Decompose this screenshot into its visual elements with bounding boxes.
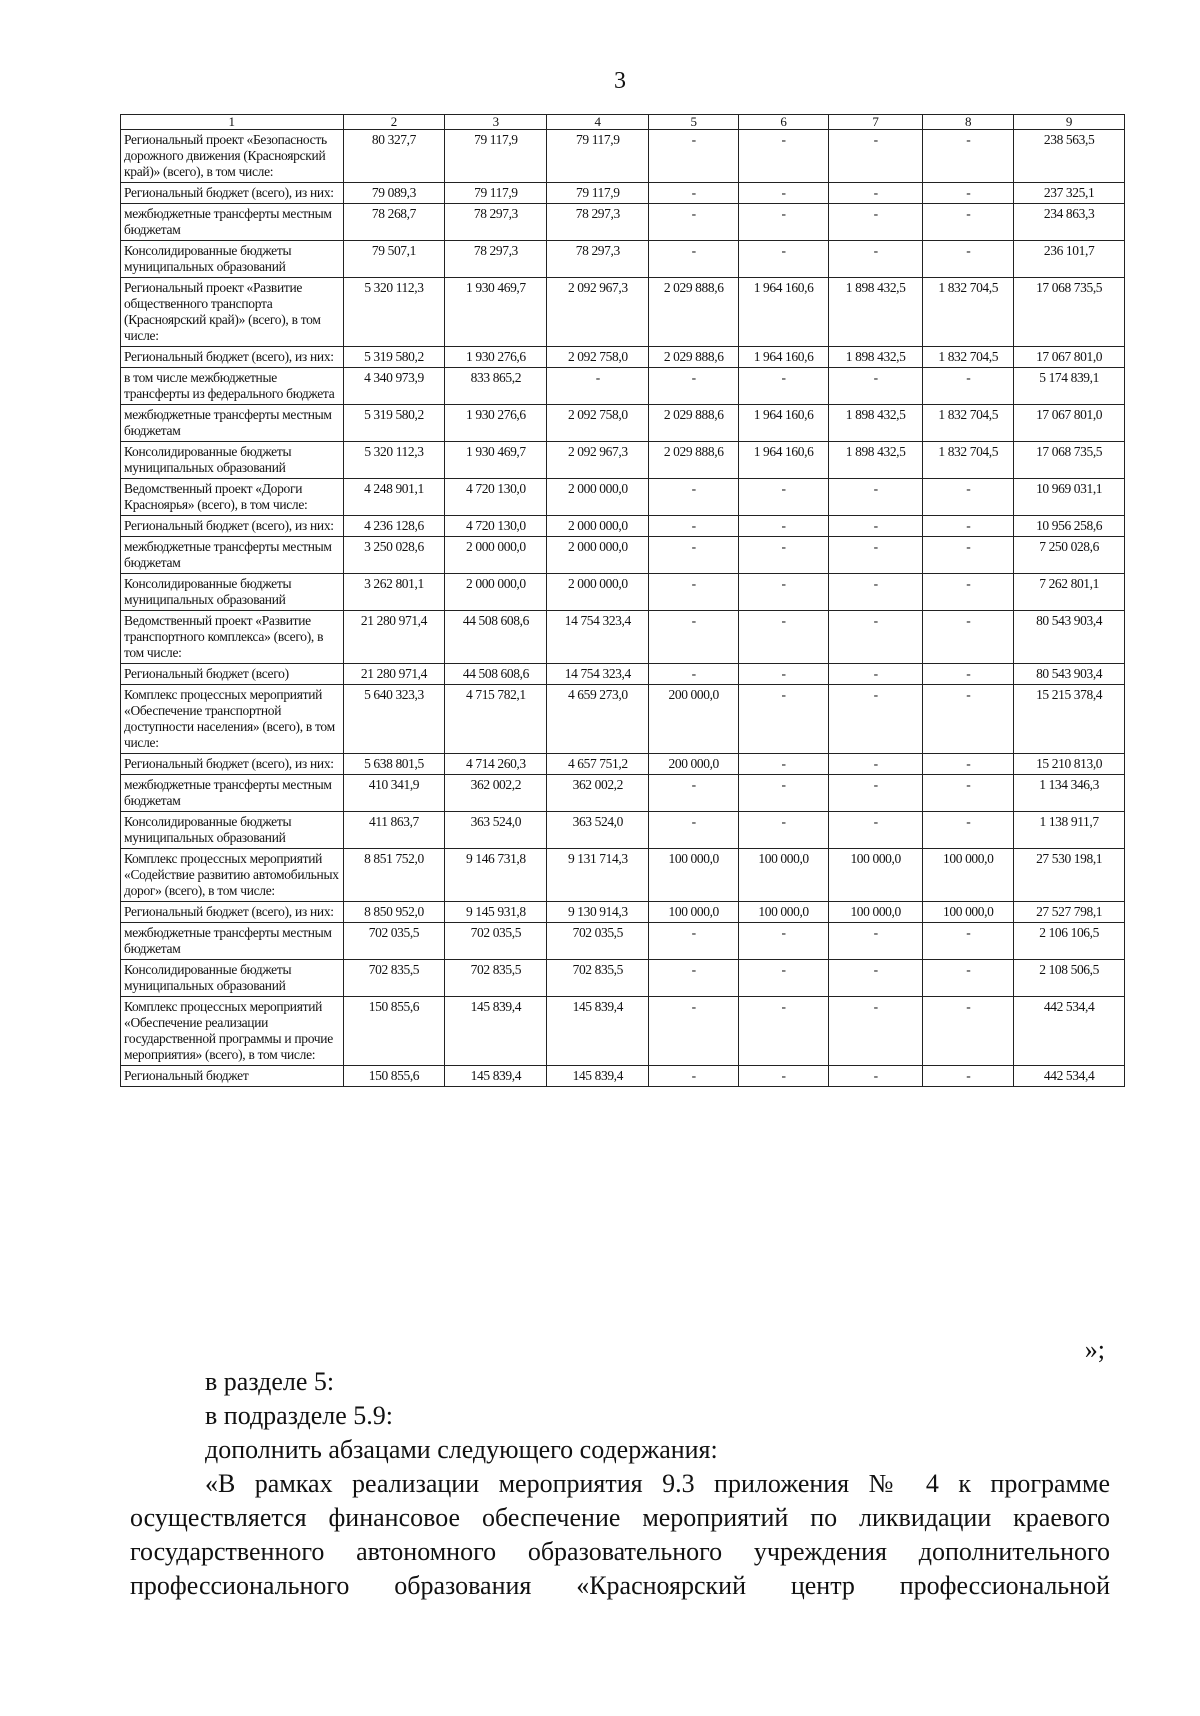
value-cell: 1 832 704,5 <box>923 442 1014 479</box>
value-cell: 1 930 276,6 <box>445 347 547 368</box>
value-cell: - <box>739 479 829 516</box>
row-total-cell: 27 527 798,1 <box>1014 902 1125 923</box>
value-cell: 411 863,7 <box>343 812 445 849</box>
value-cell: 1 964 160,6 <box>739 278 829 347</box>
column-header: 6 <box>739 115 829 130</box>
row-label: межбюджетные трансферты местным бюджетам <box>121 405 344 442</box>
value-cell: - <box>923 516 1014 537</box>
value-cell: - <box>923 812 1014 849</box>
value-cell: - <box>649 241 739 278</box>
value-cell: 145 839,4 <box>547 1066 649 1087</box>
value-cell: 1 930 276,6 <box>445 405 547 442</box>
value-cell: - <box>829 130 923 183</box>
value-cell: 1 898 432,5 <box>829 442 923 479</box>
row-total-cell: 2 108 506,5 <box>1014 960 1125 997</box>
value-cell: 1 964 160,6 <box>739 442 829 479</box>
row-total-cell: 17 067 801,0 <box>1014 405 1125 442</box>
value-cell: 9 131 714,3 <box>547 849 649 902</box>
value-cell: 1 832 704,5 <box>923 405 1014 442</box>
value-cell: 2 092 758,0 <box>547 347 649 368</box>
value-cell: 5 319 580,2 <box>343 405 445 442</box>
table-row <box>121 347 1125 368</box>
value-cell: - <box>739 923 829 960</box>
value-cell: - <box>923 685 1014 754</box>
value-cell: - <box>739 611 829 664</box>
value-cell: 200 000,0 <box>649 754 739 775</box>
value-cell: 78 297,3 <box>547 204 649 241</box>
table-row <box>121 537 1125 574</box>
row-label: Комплекс процессных мероприятий «Обеспечение реализации государственной программы и прочие мероприятия» (всего), в том числе: <box>121 997 344 1066</box>
value-cell: - <box>923 611 1014 664</box>
value-cell: 4 720 130,0 <box>445 479 547 516</box>
table-row <box>121 775 1125 812</box>
value-cell: 21 280 971,4 <box>343 611 445 664</box>
value-cell: 100 000,0 <box>829 902 923 923</box>
value-cell: 1 930 469,7 <box>445 442 547 479</box>
value-cell: 3 262 801,1 <box>343 574 445 611</box>
value-cell: - <box>649 204 739 241</box>
value-cell: - <box>923 754 1014 775</box>
row-total-cell: 442 534,4 <box>1014 997 1125 1066</box>
column-header: 2 <box>343 115 445 130</box>
value-cell: 5 320 112,3 <box>343 442 445 479</box>
value-cell: 14 754 323,4 <box>547 664 649 685</box>
value-cell: - <box>829 685 923 754</box>
value-cell: - <box>739 183 829 204</box>
row-total-cell: 17 067 801,0 <box>1014 347 1125 368</box>
row-total-cell: 442 534,4 <box>1014 1066 1125 1087</box>
value-cell: - <box>739 241 829 278</box>
value-cell: 2 000 000,0 <box>547 479 649 516</box>
row-total-cell: 10 969 031,1 <box>1014 479 1125 516</box>
table-row <box>121 241 1125 278</box>
value-cell: 79 117,9 <box>445 183 547 204</box>
row-total-cell: 80 543 903,4 <box>1014 664 1125 685</box>
value-cell: - <box>739 754 829 775</box>
value-cell: 150 855,6 <box>343 997 445 1066</box>
row-total-cell: 238 563,5 <box>1014 130 1125 183</box>
subsection-line: в подразделе 5.9: <box>205 1401 394 1430</box>
value-cell: 4 657 751,2 <box>547 754 649 775</box>
row-label: Региональный проект «Развитие общественного транспорта (Красноярский край)» (всего), в том числе: <box>121 278 344 347</box>
table-row <box>121 479 1125 516</box>
value-cell: 100 000,0 <box>739 849 829 902</box>
value-cell: - <box>923 960 1014 997</box>
value-cell: 363 524,0 <box>547 812 649 849</box>
value-cell: - <box>649 368 739 405</box>
value-cell: 145 839,4 <box>445 1066 547 1087</box>
row-total-cell: 7 250 028,6 <box>1014 537 1125 574</box>
value-cell: 5 320 112,3 <box>343 278 445 347</box>
budget-table <box>120 114 1125 1087</box>
row-label: межбюджетные трансферты местным бюджетам <box>121 775 344 812</box>
row-label: в том числе межбюджетные трансферты из федерального бюджета <box>121 368 344 405</box>
value-cell: - <box>829 664 923 685</box>
value-cell: 78 268,7 <box>343 204 445 241</box>
value-cell: 1 898 432,5 <box>829 347 923 368</box>
row-total-cell: 1 134 346,3 <box>1014 775 1125 812</box>
value-cell: 145 839,4 <box>445 997 547 1066</box>
value-cell: - <box>923 574 1014 611</box>
row-label: Ведомственный проект «Дороги Красноярья» (всего), в том числе: <box>121 479 344 516</box>
table-row <box>121 849 1125 902</box>
table-row <box>121 611 1125 664</box>
value-cell: 1 964 160,6 <box>739 347 829 368</box>
value-cell: 21 280 971,4 <box>343 664 445 685</box>
value-cell: 9 146 731,8 <box>445 849 547 902</box>
value-cell: 362 002,2 <box>445 775 547 812</box>
value-cell: 100 000,0 <box>739 902 829 923</box>
value-cell: - <box>649 611 739 664</box>
paragraph-line-4: профессионального образования «Красноярский центр профессиональной <box>130 1571 1110 1600</box>
value-cell: 4 715 782,1 <box>445 685 547 754</box>
value-cell: 833 865,2 <box>445 368 547 405</box>
value-cell: - <box>923 130 1014 183</box>
value-cell: - <box>649 537 739 574</box>
value-cell: 100 000,0 <box>923 849 1014 902</box>
column-header: 8 <box>923 115 1014 130</box>
value-cell: 9 130 914,3 <box>547 902 649 923</box>
value-cell: - <box>739 204 829 241</box>
value-cell: - <box>923 537 1014 574</box>
value-cell: - <box>829 183 923 204</box>
value-cell: 79 089,3 <box>343 183 445 204</box>
value-cell: - <box>829 516 923 537</box>
table-row <box>121 960 1125 997</box>
value-cell: 2 000 000,0 <box>547 574 649 611</box>
column-header: 5 <box>649 115 739 130</box>
value-cell: - <box>829 812 923 849</box>
row-total-cell: 237 325,1 <box>1014 183 1125 204</box>
row-total-cell: 17 068 735,5 <box>1014 278 1125 347</box>
value-cell: 1 832 704,5 <box>923 278 1014 347</box>
value-cell: 702 835,5 <box>343 960 445 997</box>
value-cell: 100 000,0 <box>649 849 739 902</box>
row-total-cell: 5 174 839,1 <box>1014 368 1125 405</box>
value-cell: 79 117,9 <box>445 130 547 183</box>
value-cell: 1 930 469,7 <box>445 278 547 347</box>
row-total-cell: 234 863,3 <box>1014 204 1125 241</box>
value-cell: - <box>649 775 739 812</box>
table-row <box>121 664 1125 685</box>
row-label: Ведомственный проект «Развитие транспортного комплекса» (всего), в том числе: <box>121 611 344 664</box>
value-cell: - <box>739 685 829 754</box>
row-label: Региональный бюджет <box>121 1066 344 1087</box>
value-cell: 702 035,5 <box>445 923 547 960</box>
value-cell: - <box>923 204 1014 241</box>
row-total-cell: 15 215 378,4 <box>1014 685 1125 754</box>
value-cell: - <box>649 997 739 1066</box>
row-label: Комплекс процессных мероприятий «Содействие развитию автомобильных дорог» (всего), в том числе: <box>121 849 344 902</box>
table-row <box>121 278 1125 347</box>
row-label: Консолидированные бюджеты муниципальных образований <box>121 241 344 278</box>
value-cell: 410 341,9 <box>343 775 445 812</box>
value-cell: 2 092 967,3 <box>547 442 649 479</box>
table-row <box>121 516 1125 537</box>
column-header: 3 <box>445 115 547 130</box>
value-cell: 2 029 888,6 <box>649 405 739 442</box>
value-cell: 362 002,2 <box>547 775 649 812</box>
value-cell: 702 035,5 <box>547 923 649 960</box>
value-cell: - <box>739 997 829 1066</box>
value-cell: 3 250 028,6 <box>343 537 445 574</box>
row-total-cell: 1 138 911,7 <box>1014 812 1125 849</box>
table-row <box>121 442 1125 479</box>
value-cell: - <box>829 574 923 611</box>
value-cell: - <box>923 368 1014 405</box>
value-cell: - <box>649 183 739 204</box>
value-cell: - <box>649 574 739 611</box>
row-label: Региональный проект «Безопасность дорожного движения (Красноярский край)» (всего), в том числе: <box>121 130 344 183</box>
row-label: межбюджетные трансферты местным бюджетам <box>121 923 344 960</box>
value-cell: - <box>649 516 739 537</box>
value-cell: - <box>739 1066 829 1087</box>
value-cell: 2 000 000,0 <box>547 516 649 537</box>
table-row <box>121 130 1125 183</box>
value-cell: - <box>649 923 739 960</box>
value-cell: - <box>923 664 1014 685</box>
row-label: Консолидированные бюджеты муниципальных образований <box>121 574 344 611</box>
table-row <box>121 754 1125 775</box>
value-cell: - <box>923 241 1014 278</box>
row-label: Региональный бюджет (всего), из них: <box>121 516 344 537</box>
value-cell: - <box>829 537 923 574</box>
row-label: межбюджетные трансферты местным бюджетам <box>121 204 344 241</box>
value-cell: 2 000 000,0 <box>445 537 547 574</box>
value-cell: - <box>739 574 829 611</box>
value-cell: 150 855,6 <box>343 1066 445 1087</box>
row-total-cell: 236 101,7 <box>1014 241 1125 278</box>
value-cell: 79 117,9 <box>547 130 649 183</box>
row-total-cell: 80 543 903,4 <box>1014 611 1125 664</box>
table-row <box>121 183 1125 204</box>
row-label: Региональный бюджет (всего), из них: <box>121 183 344 204</box>
row-total-cell: 2 106 106,5 <box>1014 923 1125 960</box>
value-cell: - <box>923 1066 1014 1087</box>
value-cell: - <box>829 754 923 775</box>
value-cell: 702 835,5 <box>445 960 547 997</box>
value-cell: 2 092 967,3 <box>547 278 649 347</box>
value-cell: 44 508 608,6 <box>445 611 547 664</box>
row-total-cell: 15 210 813,0 <box>1014 754 1125 775</box>
value-cell: - <box>829 1066 923 1087</box>
value-cell: - <box>829 479 923 516</box>
value-cell: 100 000,0 <box>649 902 739 923</box>
value-cell: 5 640 323,3 <box>343 685 445 754</box>
value-cell: - <box>649 960 739 997</box>
value-cell: - <box>739 775 829 812</box>
row-total-cell: 17 068 735,5 <box>1014 442 1125 479</box>
value-cell: 145 839,4 <box>547 997 649 1066</box>
table-row <box>121 574 1125 611</box>
value-cell: 363 524,0 <box>445 812 547 849</box>
instruction-line: дополнить абзацами следующего содержания: <box>205 1435 718 1464</box>
value-cell: - <box>829 204 923 241</box>
row-label: Региональный бюджет (всего), из них: <box>121 347 344 368</box>
value-cell: 4 248 901,1 <box>343 479 445 516</box>
table-header-row <box>121 115 1125 130</box>
row-label: Консолидированные бюджеты муниципальных образований <box>121 960 344 997</box>
column-header: 7 <box>829 115 923 130</box>
row-total-cell: 27 530 198,1 <box>1014 849 1125 902</box>
value-cell: - <box>739 812 829 849</box>
value-cell: - <box>829 368 923 405</box>
value-cell: - <box>649 479 739 516</box>
value-cell: - <box>649 664 739 685</box>
value-cell: 79 507,1 <box>343 241 445 278</box>
column-header: 1 <box>121 115 344 130</box>
value-cell: 4 659 273,0 <box>547 685 649 754</box>
body-text <box>130 1365 1110 1603</box>
value-cell: - <box>649 812 739 849</box>
value-cell: 4 714 260,3 <box>445 754 547 775</box>
value-cell: - <box>739 537 829 574</box>
value-cell: - <box>829 960 923 997</box>
table-row <box>121 405 1125 442</box>
value-cell: - <box>649 1066 739 1087</box>
value-cell: 2 092 758,0 <box>547 405 649 442</box>
row-label: Региональный бюджет (всего), из них: <box>121 754 344 775</box>
value-cell: - <box>829 775 923 812</box>
value-cell: 78 297,3 <box>445 204 547 241</box>
value-cell: - <box>739 130 829 183</box>
value-cell: 9 145 931,8 <box>445 902 547 923</box>
value-cell: 200 000,0 <box>649 685 739 754</box>
value-cell: 1 964 160,6 <box>739 405 829 442</box>
value-cell: 100 000,0 <box>923 902 1014 923</box>
paragraph-line-2: осуществляется финансовое обеспечение мероприятий по ликвидации краевого <box>130 1503 1110 1532</box>
section-line: в разделе 5: <box>205 1367 335 1396</box>
value-cell: 14 754 323,4 <box>547 611 649 664</box>
value-cell: - <box>923 997 1014 1066</box>
row-label: Комплекс процессных мероприятий «Обеспечение транспортной доступности населения» (всего), в том числе: <box>121 685 344 754</box>
table-row <box>121 368 1125 405</box>
table-row <box>121 923 1125 960</box>
value-cell: 8 851 752,0 <box>343 849 445 902</box>
row-label: Региональный бюджет (всего) <box>121 664 344 685</box>
value-cell: - <box>829 241 923 278</box>
page-number: 3 <box>614 68 626 94</box>
value-cell: 78 297,3 <box>445 241 547 278</box>
value-cell: - <box>649 130 739 183</box>
paragraph-line-3: государственного автономного образовательного учреждения дополнительного <box>130 1537 1110 1566</box>
value-cell: 4 720 130,0 <box>445 516 547 537</box>
value-cell: - <box>923 775 1014 812</box>
value-cell: 100 000,0 <box>829 849 923 902</box>
value-cell: 79 117,9 <box>547 183 649 204</box>
table-row <box>121 685 1125 754</box>
value-cell: 1 898 432,5 <box>829 278 923 347</box>
row-label: Консолидированные бюджеты муниципальных образований <box>121 442 344 479</box>
value-cell: 4 340 973,9 <box>343 368 445 405</box>
value-cell: 5 638 801,5 <box>343 754 445 775</box>
column-header: 4 <box>547 115 649 130</box>
value-cell: 2 029 888,6 <box>649 278 739 347</box>
value-cell: 2 000 000,0 <box>445 574 547 611</box>
row-label: Региональный бюджет (всего), из них: <box>121 902 344 923</box>
row-total-cell: 7 262 801,1 <box>1014 574 1125 611</box>
row-label: межбюджетные трансферты местным бюджетам <box>121 537 344 574</box>
value-cell: 1 898 432,5 <box>829 405 923 442</box>
table-body <box>121 130 1125 1087</box>
value-cell: - <box>923 183 1014 204</box>
value-cell: 702 835,5 <box>547 960 649 997</box>
value-cell: 78 297,3 <box>547 241 649 278</box>
table-row <box>121 902 1125 923</box>
column-header: 9 <box>1014 115 1125 130</box>
value-cell: 80 327,7 <box>343 130 445 183</box>
value-cell: 4 236 128,6 <box>343 516 445 537</box>
value-cell: - <box>739 960 829 997</box>
table-row <box>121 997 1125 1066</box>
value-cell: 5 319 580,2 <box>343 347 445 368</box>
table-row <box>121 204 1125 241</box>
value-cell: - <box>739 368 829 405</box>
value-cell: - <box>829 997 923 1066</box>
table-row <box>121 812 1125 849</box>
closing-quote: »; <box>1084 1335 1105 1364</box>
value-cell: 2 029 888,6 <box>649 347 739 368</box>
table-row <box>121 1066 1125 1087</box>
value-cell: - <box>829 923 923 960</box>
value-cell: - <box>923 479 1014 516</box>
row-label: Консолидированные бюджеты муниципальных образований <box>121 812 344 849</box>
value-cell: 702 035,5 <box>343 923 445 960</box>
value-cell: 1 832 704,5 <box>923 347 1014 368</box>
value-cell: - <box>739 516 829 537</box>
value-cell: - <box>923 923 1014 960</box>
value-cell: - <box>739 664 829 685</box>
budget-table-container <box>120 114 1125 1087</box>
paragraph-line-1: «В рамках реализации мероприятия 9.3 приложения № 4 к программе <box>205 1469 1110 1498</box>
row-total-cell: 10 956 258,6 <box>1014 516 1125 537</box>
value-cell: - <box>547 368 649 405</box>
value-cell: 8 850 952,0 <box>343 902 445 923</box>
value-cell: 2 029 888,6 <box>649 442 739 479</box>
value-cell: 44 508 608,6 <box>445 664 547 685</box>
value-cell: 2 000 000,0 <box>547 537 649 574</box>
value-cell: - <box>829 611 923 664</box>
